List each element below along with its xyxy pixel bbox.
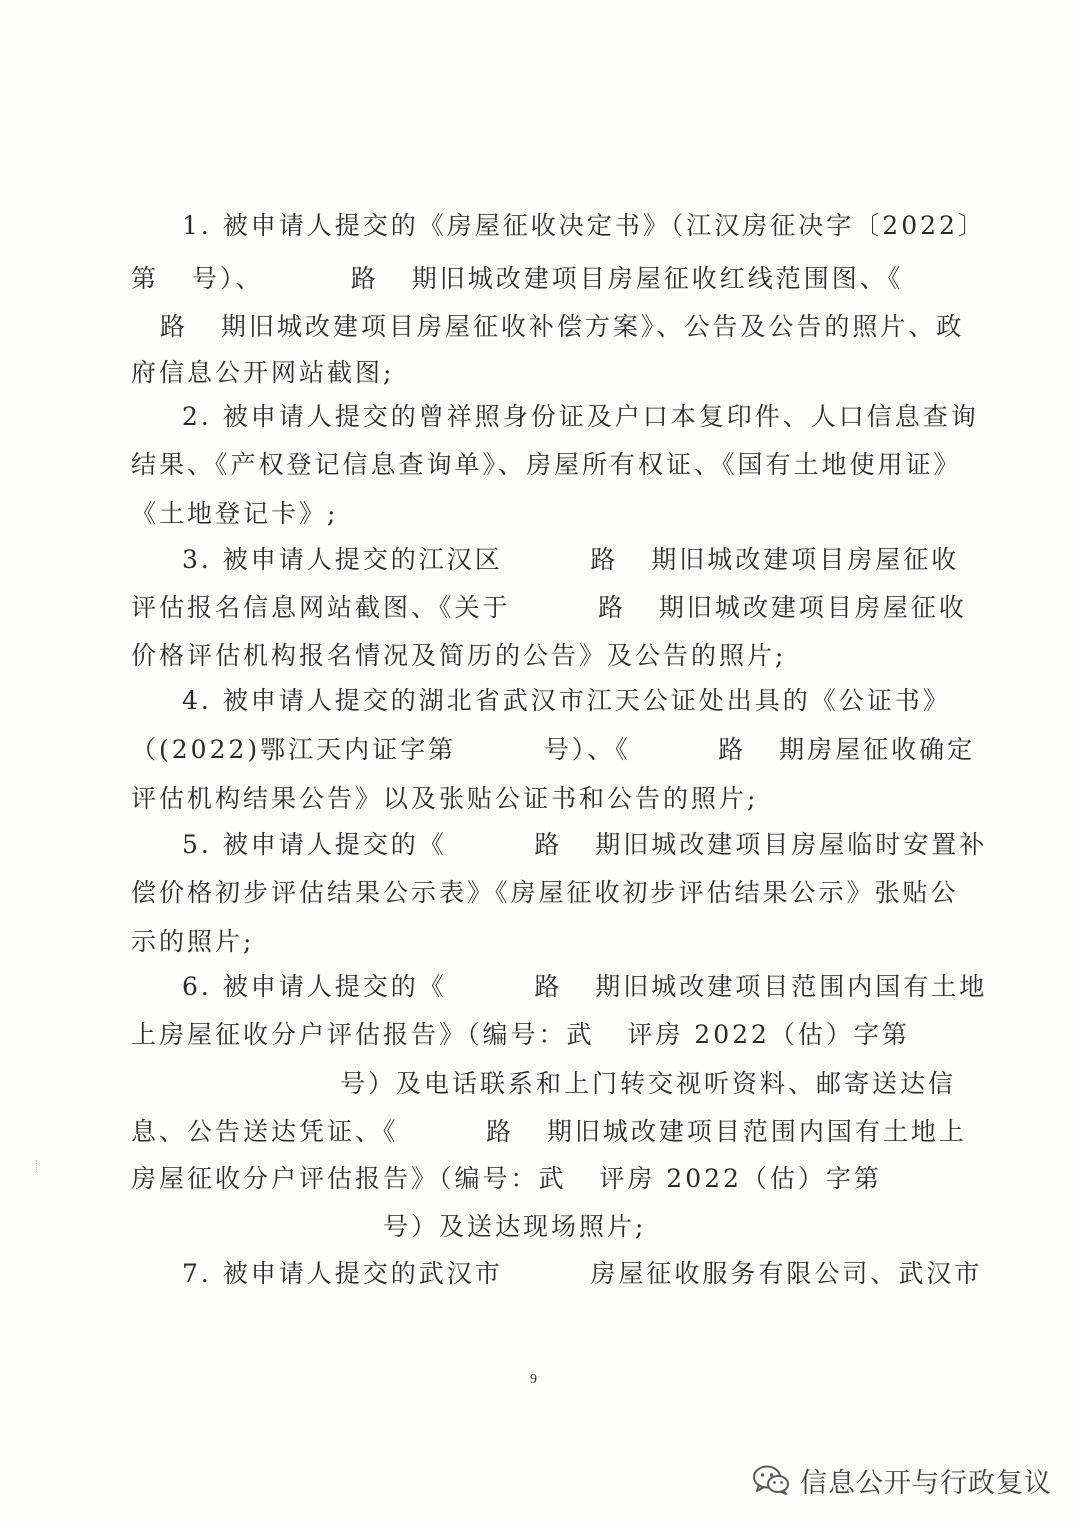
text-line: 评估机构结果公告》以及张贴公证书和公告的照片; [131,784,759,813]
text-line: 评估报名信息网站截图、《关于 路 期旧城改建项目房屋征收 [131,593,967,622]
watermark-text: 信息公开与行政复议 [800,1467,1052,1499]
text-line: 6. 被申请人提交的《 路 期旧城改建项目范围内国有土地 [182,972,988,1001]
page-number: 9 [530,1372,537,1387]
text-line: 2. 被申请人提交的曾祥照身份证及户口本复印件、人口信息查询 [182,402,979,431]
scan-speck [36,1160,41,1172]
text-line: 号）及送达现场照片; [383,1212,647,1241]
text-line: 号）及电话联系和上门转交视听资料、邮寄送达信 [340,1069,957,1098]
text-line: 示的照片; [131,927,255,956]
text-line: 第 号）、 路 期旧城改建项目房屋征收红线范围图、《 [131,264,904,293]
text-line: （(2022)鄂江天内证字第 号）、《 路 期房屋征收确定 [131,735,976,764]
text-line: 偿价格初步评估结果公示表》《房屋征收初步评估结果公示》张贴公 [131,878,959,907]
text-line: 4. 被申请人提交的湖北省武汉市江天公证处出具的《公证书》 [182,686,951,715]
text-line: 房屋征收分户评估报告》（编号：武 评房 2022（估）字第 [131,1164,882,1193]
text-line: 《土地登记卡》; [131,499,339,528]
text-line: 府信息公开网站截图; [131,358,395,387]
text-line: 3. 被申请人提交的江汉区 路 期旧城改建项目房屋征收 [182,545,960,574]
text-line: 5. 被申请人提交的《 路 期旧城改建项目房屋临时安置补 [182,830,988,859]
text-line: 结果、《产权登记信息查询单》、房屋所有权证、《国有土地使用证》 [131,450,962,479]
text-line: 1. 被申请人提交的《房屋征收决定书》（江汉房征决字〔2022〕 [182,211,986,240]
watermark [752,1460,1052,1500]
wechat-icon [752,1464,790,1496]
text-line: 路 期旧城改建项目房屋征收补偿方案》、公告及公告的照片、政 [160,312,965,341]
text-line: 价格评估机构报名情况及简历的公告》及公告的照片; [131,641,787,670]
text-line: 7. 被申请人提交的武汉市 房屋征收服务有限公司、武汉市 [182,1259,983,1288]
text-line: 上房屋征收分户评估报告》（编号：武 评房 2022（估）字第 [131,1020,910,1049]
text-line: 息、公告送达凭证、《 路 期旧城改建项目范围内国有土地上 [131,1117,967,1146]
